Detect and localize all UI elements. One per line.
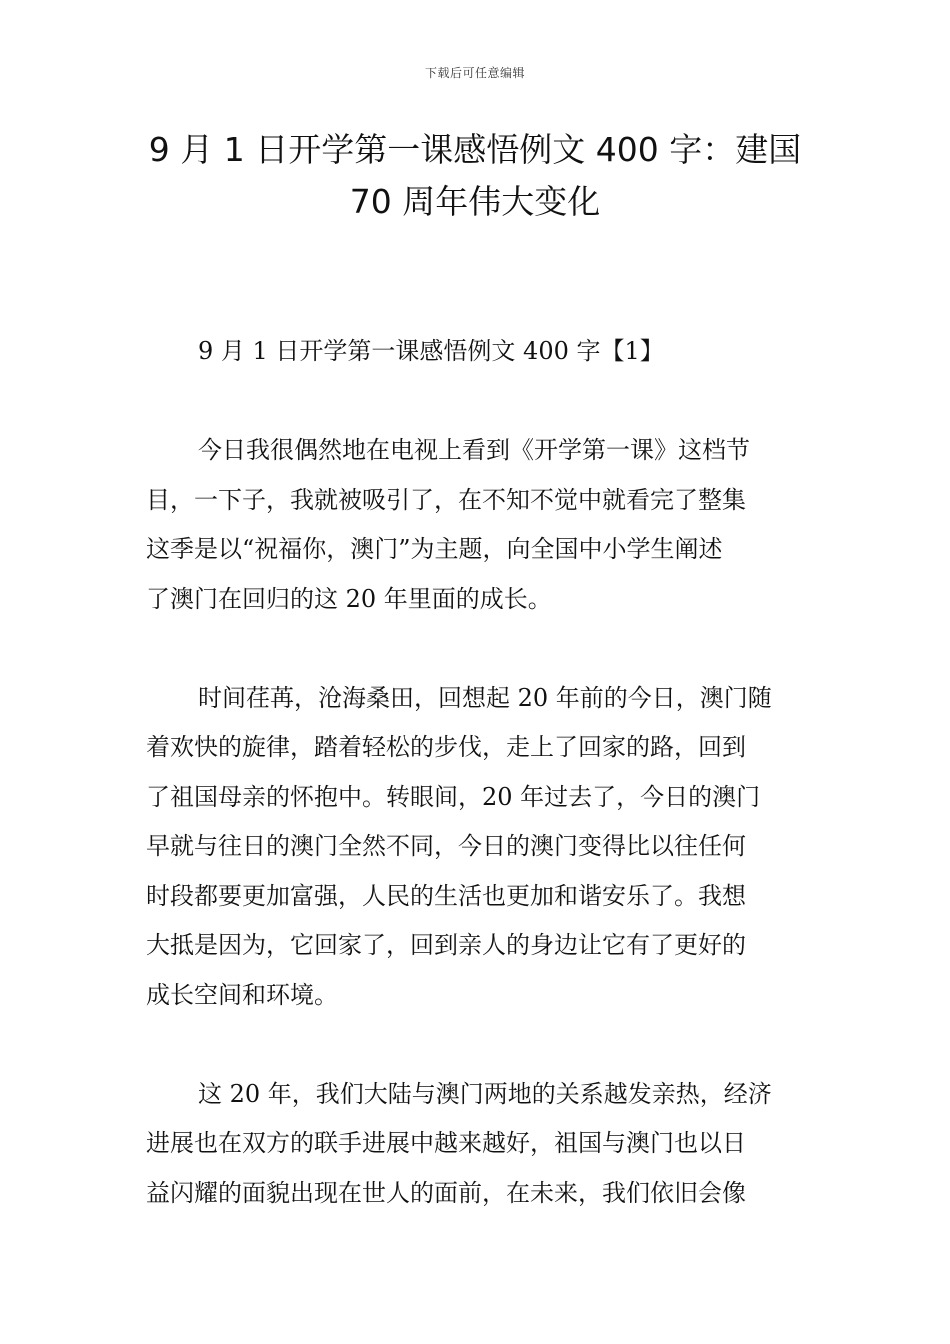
section-heading: 9 月 1 日开学第一课感悟例文 400 字【1】 bbox=[198, 337, 664, 365]
paragraph-line: 这季是以“祝福你，澳门”为主题，向全国中小学生阐述 bbox=[146, 535, 723, 563]
title-line-1: 9 月 1 日开学第一课感悟例文 400 字：建国 bbox=[148, 130, 802, 169]
header-note: 下载后可任意编辑 bbox=[424, 66, 525, 80]
paragraph-line: 了澳门在回归的这 20 年里面的成长。 bbox=[146, 584, 552, 613]
document-body bbox=[146, 327, 811, 1218]
paragraph-gap bbox=[146, 624, 811, 674]
paragraph-line: 这 20 年，我们大陆与澳门两地的关系越发亲热，经济 bbox=[198, 1079, 772, 1108]
paragraph-line: 着欢快的旋律，踏着轻松的步伐，走上了回家的路，回到 bbox=[146, 733, 746, 761]
paragraph-line: 益闪耀的面貌出现在世人的面前，在未来，我们依旧会像 bbox=[146, 1178, 746, 1207]
paragraph-3 bbox=[146, 1070, 811, 1219]
paragraph-line: 今日我很偶然地在电视上看到《开学第一课》这档节 bbox=[198, 436, 750, 464]
paragraph-line: 早就与往日的澳门全然不同，今日的澳门变得比以往任何 bbox=[146, 832, 746, 860]
title-line-2: 70 周年伟大变化 bbox=[349, 182, 601, 221]
paragraph-line: 大抵是因为，它回家了，回到亲人的身边让它有了更好的 bbox=[146, 931, 746, 959]
paragraph-line: 时段都要更加富强，人民的生活也更加和谐安乐了。我想 bbox=[146, 881, 746, 910]
paragraph-line: 了祖国母亲的怀抱中。转眼间，20 年过去了，今日的澳门 bbox=[146, 782, 761, 811]
paragraph-2 bbox=[146, 674, 811, 1021]
document-title bbox=[120, 124, 830, 228]
paragraph-gap bbox=[146, 377, 811, 427]
paragraph-line: 进展也在双方的联手进展中越来越好，祖国与澳门也以日 bbox=[146, 1129, 746, 1157]
paragraph-gap bbox=[146, 1020, 811, 1070]
paragraph-line: 成长空间和环境。 bbox=[146, 980, 338, 1009]
paragraph-line: 时间荏苒，沧海桑田，回想起 20 年前的今日，澳门随 bbox=[198, 683, 772, 712]
paragraph-line: 目，一下子，我就被吸引了，在不知不觉中就看完了整集 bbox=[146, 485, 746, 514]
paragraph-1 bbox=[146, 426, 811, 624]
